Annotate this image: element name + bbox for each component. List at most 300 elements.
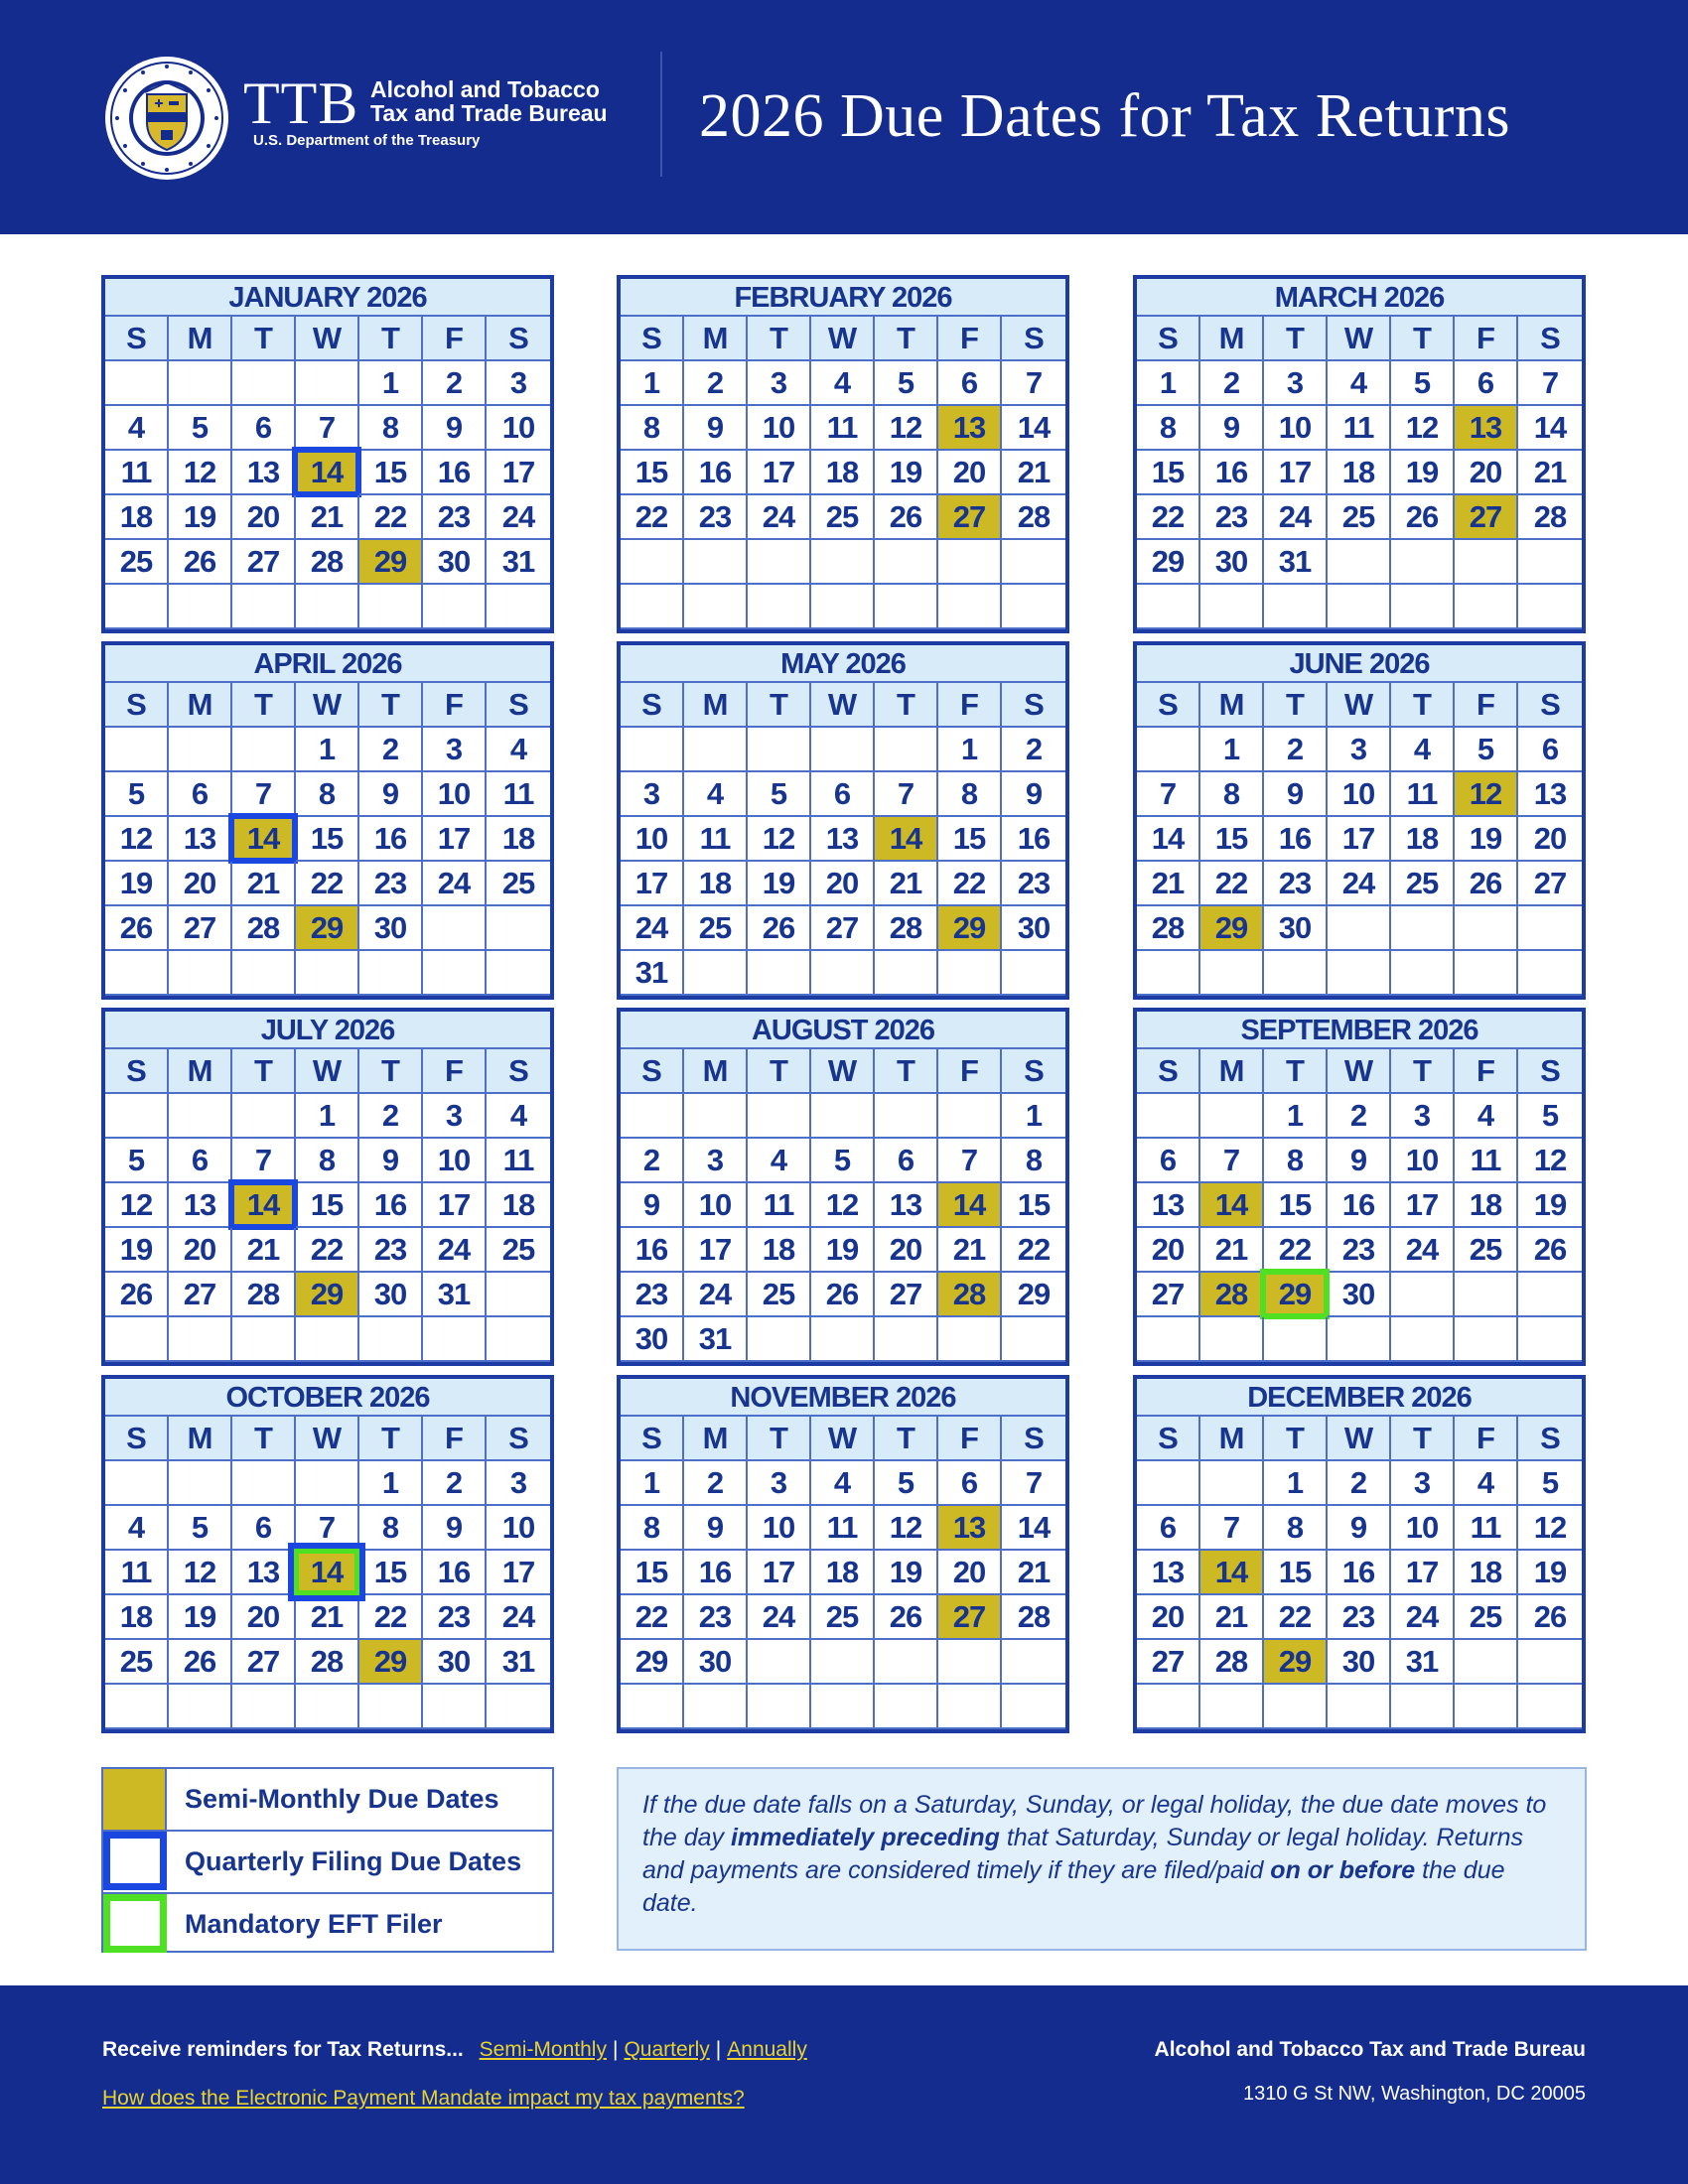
day-cell: 27 [875, 1273, 938, 1317]
day-cell: 23 [1328, 1595, 1391, 1640]
day-cell: 14 [938, 1183, 1002, 1228]
day-cell: 29 [938, 906, 1002, 951]
day-cell: 10 [748, 1506, 811, 1551]
day-cell: 22 [1264, 1228, 1328, 1273]
day-cell: 7 [1200, 1506, 1264, 1551]
weekday-header: T [748, 1049, 811, 1094]
day-cell: 22 [621, 1595, 684, 1640]
day-cell: 19 [105, 862, 169, 906]
day-cell: 24 [1391, 1595, 1455, 1640]
weekday-header: T [1391, 683, 1455, 728]
weekday-header: M [169, 1417, 232, 1461]
reminders-label: Receive reminders for Tax Returns... [102, 2038, 464, 2061]
weekday-header: T [1264, 317, 1328, 361]
empty-day-cell [748, 728, 811, 772]
day-cell: 22 [938, 862, 1002, 906]
day-cell: 16 [621, 1228, 684, 1273]
weekday-header: F [423, 683, 487, 728]
semi-monthly-swatch [103, 1769, 167, 1830]
day-cell: 14 [296, 451, 359, 495]
day-cell: 2 [1002, 728, 1065, 772]
weekday-header: W [1328, 1049, 1391, 1094]
month-calendar [1133, 1375, 1586, 1733]
day-cell: 10 [423, 772, 487, 817]
empty-day-cell [169, 361, 232, 406]
day-cell: 26 [1391, 495, 1455, 540]
empty-day-cell [487, 1317, 550, 1362]
day-cell: 14 [1518, 406, 1582, 451]
empty-day-cell [938, 1685, 1002, 1729]
day-cell: 3 [1264, 361, 1328, 406]
day-cell: 23 [1002, 862, 1065, 906]
empty-day-cell [748, 1317, 811, 1362]
legend-label-semi-monthly: Semi-Monthly Due Dates [185, 1784, 499, 1814]
day-cell: 21 [1137, 862, 1200, 906]
day-cell: 22 [296, 1228, 359, 1273]
day-cell: 8 [1200, 772, 1264, 817]
empty-day-cell [1391, 951, 1455, 996]
empty-day-cell [169, 1317, 232, 1362]
day-cell: 13 [938, 406, 1002, 451]
day-cell: 15 [296, 817, 359, 862]
empty-day-cell [487, 1685, 550, 1729]
day-cell: 9 [1328, 1139, 1391, 1183]
day-cell: 5 [1455, 728, 1518, 772]
empty-day-cell [1002, 585, 1065, 629]
empty-day-cell [487, 1273, 550, 1317]
day-cell: 4 [1455, 1461, 1518, 1506]
day-cell: 19 [875, 451, 938, 495]
weekday-header: F [423, 1417, 487, 1461]
legend [101, 1767, 554, 1953]
day-cell: 30 [359, 906, 423, 951]
month-title: AUGUST 2026 [621, 1012, 1065, 1049]
day-cell: 16 [684, 1551, 748, 1595]
day-cell: 18 [487, 817, 550, 862]
empty-day-cell [1455, 951, 1518, 996]
empty-day-cell [1391, 906, 1455, 951]
empty-day-cell [811, 951, 875, 996]
ttb-letters: TTB [243, 70, 359, 136]
legend-label-eft: Mandatory EFT Filer [185, 1909, 443, 1939]
day-cell: 21 [232, 862, 296, 906]
day-cell: 20 [938, 451, 1002, 495]
day-cell: 12 [875, 1506, 938, 1551]
day-cell: 4 [811, 361, 875, 406]
day-cell: 23 [684, 495, 748, 540]
day-cell: 29 [296, 906, 359, 951]
day-cell: 28 [1200, 1640, 1264, 1685]
day-cell: 12 [1518, 1506, 1582, 1551]
weekday-header: M [1200, 1049, 1264, 1094]
legend-row-semi-monthly [103, 1769, 552, 1830]
weekday-header: S [487, 1049, 550, 1094]
notice-text-2: that Saturday, Sunday or legal holiday. Returns and payments are considered timely if they are filed/paid [642, 1824, 1524, 1884]
day-cell: 5 [1518, 1461, 1582, 1506]
empty-day-cell [1200, 1685, 1264, 1729]
empty-day-cell [811, 1685, 875, 1729]
day-cell: 26 [1518, 1595, 1582, 1640]
day-cell: 6 [232, 1506, 296, 1551]
empty-day-cell [1518, 1685, 1582, 1729]
day-cell: 7 [296, 1506, 359, 1551]
empty-day-cell [1518, 951, 1582, 996]
day-cell: 29 [1200, 906, 1264, 951]
day-cell: 1 [359, 361, 423, 406]
day-cell: 2 [423, 1461, 487, 1506]
weekday-header: T [359, 1417, 423, 1461]
day-cell: 15 [938, 817, 1002, 862]
day-cell: 19 [169, 495, 232, 540]
weekday-header: M [684, 1417, 748, 1461]
weekday-header: S [487, 317, 550, 361]
month-calendar [101, 1008, 554, 1366]
day-cell: 6 [1137, 1506, 1200, 1551]
day-cell: 4 [487, 1094, 550, 1139]
empty-day-cell [232, 1461, 296, 1506]
day-cell: 24 [1328, 862, 1391, 906]
empty-day-cell [1137, 1461, 1200, 1506]
day-cell: 12 [105, 817, 169, 862]
empty-day-cell [169, 951, 232, 996]
day-cell: 7 [938, 1139, 1002, 1183]
weekday-header: F [1455, 1049, 1518, 1094]
day-cell: 18 [811, 451, 875, 495]
day-cell: 14 [1137, 817, 1200, 862]
eft-swatch [103, 1894, 167, 1953]
day-cell: 26 [748, 906, 811, 951]
quarterly-swatch [103, 1832, 167, 1890]
day-cell: 29 [1137, 540, 1200, 585]
empty-day-cell [1002, 951, 1065, 996]
day-cell: 9 [1002, 772, 1065, 817]
day-cell: 23 [359, 862, 423, 906]
legend-row-quarterly [103, 1830, 552, 1890]
day-cell: 18 [105, 495, 169, 540]
day-cell: 31 [423, 1273, 487, 1317]
weekday-header: T [1391, 1049, 1455, 1094]
empty-day-cell [1328, 1685, 1391, 1729]
empty-day-cell [1002, 1317, 1065, 1362]
day-cell: 24 [423, 1228, 487, 1273]
day-cell: 28 [232, 906, 296, 951]
day-cell: 1 [359, 1461, 423, 1506]
day-cell: 22 [296, 862, 359, 906]
day-cell: 15 [359, 451, 423, 495]
semi-monthly-link[interactable]: Semi-Monthly [479, 2038, 607, 2061]
weekday-header: S [1137, 1417, 1200, 1461]
weekday-header: T [748, 683, 811, 728]
day-cell: 23 [1328, 1228, 1391, 1273]
weekday-header: T [232, 683, 296, 728]
weekday-header: S [1137, 683, 1200, 728]
day-cell: 26 [875, 1595, 938, 1640]
day-cell: 15 [1264, 1183, 1328, 1228]
empty-day-cell [487, 585, 550, 629]
weekday-header: W [1328, 1417, 1391, 1461]
day-cell: 9 [1264, 772, 1328, 817]
day-cell: 13 [169, 817, 232, 862]
day-cell: 8 [359, 1506, 423, 1551]
day-cell: 11 [105, 451, 169, 495]
day-cell: 10 [487, 406, 550, 451]
empty-day-cell [1264, 585, 1328, 629]
footer-address: 1310 G St NW, Washington, DC 20005 [1243, 2083, 1586, 2105]
day-cell: 12 [1518, 1139, 1582, 1183]
day-cell: 24 [1391, 1228, 1455, 1273]
day-cell: 14 [1002, 1506, 1065, 1551]
day-cell: 28 [938, 1273, 1002, 1317]
weekday-header: M [684, 683, 748, 728]
empty-day-cell [811, 540, 875, 585]
empty-day-cell [1002, 1640, 1065, 1685]
day-cell: 4 [105, 406, 169, 451]
day-cell: 13 [169, 1183, 232, 1228]
month-calendar [1133, 641, 1586, 1000]
day-cell: 6 [938, 361, 1002, 406]
weekday-header: M [1200, 1417, 1264, 1461]
empty-day-cell [684, 1685, 748, 1729]
day-cell: 21 [296, 495, 359, 540]
day-cell: 11 [811, 1506, 875, 1551]
annually-link[interactable]: Annually [727, 2038, 807, 2061]
day-cell: 26 [811, 1273, 875, 1317]
day-cell: 25 [1328, 495, 1391, 540]
empty-day-cell [875, 728, 938, 772]
weekday-header: S [487, 683, 550, 728]
month-title: JANUARY 2026 [105, 279, 550, 317]
day-cell: 17 [423, 817, 487, 862]
day-cell: 11 [105, 1551, 169, 1595]
day-cell: 7 [1002, 361, 1065, 406]
weekday-header: W [1328, 317, 1391, 361]
weekday-header: T [748, 1417, 811, 1461]
month-day-grid [1137, 317, 1582, 629]
day-cell: 31 [487, 540, 550, 585]
empty-day-cell [1391, 540, 1455, 585]
month-title: MARCH 2026 [1137, 279, 1582, 317]
day-cell: 20 [1137, 1595, 1200, 1640]
empty-day-cell [1264, 1685, 1328, 1729]
notice-emphasis-1: immediately preceding [730, 1824, 1000, 1851]
day-cell: 11 [487, 1139, 550, 1183]
empty-day-cell [359, 1317, 423, 1362]
treasury-seal-icon [103, 55, 230, 182]
empty-day-cell [621, 728, 684, 772]
weekday-header: F [1455, 317, 1518, 361]
day-cell: 9 [1200, 406, 1264, 451]
empty-day-cell [169, 728, 232, 772]
day-cell: 14 [1002, 406, 1065, 451]
day-cell: 20 [938, 1551, 1002, 1595]
day-cell: 10 [621, 817, 684, 862]
empty-day-cell [169, 1461, 232, 1506]
weekday-header: F [938, 1417, 1002, 1461]
weekday-header: W [811, 1417, 875, 1461]
day-cell: 21 [875, 862, 938, 906]
month-title: JUNE 2026 [1137, 645, 1582, 683]
day-cell: 18 [105, 1595, 169, 1640]
weekday-header: T [748, 317, 811, 361]
day-cell: 25 [105, 1640, 169, 1685]
empty-day-cell [938, 951, 1002, 996]
day-cell: 2 [423, 361, 487, 406]
empty-day-cell [938, 1094, 1002, 1139]
day-cell: 24 [748, 495, 811, 540]
day-cell: 7 [1200, 1139, 1264, 1183]
day-cell: 5 [875, 1461, 938, 1506]
weekday-header: F [938, 683, 1002, 728]
month-day-grid [621, 1417, 1065, 1729]
weekday-header: S [1002, 1417, 1065, 1461]
empty-day-cell [296, 1317, 359, 1362]
day-cell: 19 [748, 862, 811, 906]
day-cell: 6 [232, 406, 296, 451]
month-calendar [101, 1375, 554, 1733]
day-cell: 19 [1455, 817, 1518, 862]
day-cell: 23 [621, 1273, 684, 1317]
empty-day-cell [1455, 906, 1518, 951]
month-title: MAY 2026 [621, 645, 1065, 683]
weekday-header: F [938, 1049, 1002, 1094]
empty-day-cell [684, 728, 748, 772]
empty-day-cell [1002, 540, 1065, 585]
weekday-header: W [811, 1049, 875, 1094]
day-cell: 20 [1455, 451, 1518, 495]
day-cell: 25 [811, 1595, 875, 1640]
day-cell: 8 [1264, 1506, 1328, 1551]
empty-day-cell [1518, 585, 1582, 629]
payment-mandate-link[interactable]: How does the Electronic Payment Mandate impact my tax payments? [102, 2087, 745, 2110]
agency-logo [243, 71, 660, 171]
day-cell: 27 [232, 540, 296, 585]
month-title: JULY 2026 [105, 1012, 550, 1049]
day-cell: 29 [296, 1273, 359, 1317]
day-cell: 2 [621, 1139, 684, 1183]
weekday-header: S [621, 317, 684, 361]
day-cell: 23 [423, 1595, 487, 1640]
empty-day-cell [1518, 1640, 1582, 1685]
empty-day-cell [1391, 1273, 1455, 1317]
day-cell: 30 [1264, 906, 1328, 951]
day-cell: 11 [487, 772, 550, 817]
weekday-header: M [684, 1049, 748, 1094]
empty-day-cell [811, 1094, 875, 1139]
day-cell: 6 [875, 1139, 938, 1183]
day-cell: 5 [105, 772, 169, 817]
empty-day-cell [875, 540, 938, 585]
empty-day-cell [1391, 1685, 1455, 1729]
day-cell: 30 [423, 1640, 487, 1685]
weekday-header: W [296, 317, 359, 361]
weekday-header: M [169, 317, 232, 361]
day-cell: 24 [423, 862, 487, 906]
day-cell: 16 [1002, 817, 1065, 862]
day-cell: 1 [621, 1461, 684, 1506]
day-cell: 23 [1200, 495, 1264, 540]
day-cell: 28 [232, 1273, 296, 1317]
day-cell: 24 [684, 1273, 748, 1317]
day-cell: 30 [359, 1273, 423, 1317]
day-cell: 29 [359, 1640, 423, 1685]
month-day-grid [1137, 1417, 1582, 1729]
day-cell: 17 [748, 1551, 811, 1595]
empty-day-cell [232, 951, 296, 996]
day-cell: 10 [423, 1139, 487, 1183]
weekday-header: S [487, 1417, 550, 1461]
month-day-grid [105, 1417, 550, 1729]
weekday-header: W [811, 317, 875, 361]
day-cell: 7 [1137, 772, 1200, 817]
empty-day-cell [684, 1094, 748, 1139]
month-title: FEBRUARY 2026 [621, 279, 1065, 317]
day-cell: 21 [938, 1228, 1002, 1273]
day-cell: 30 [684, 1640, 748, 1685]
weekday-header: S [621, 683, 684, 728]
empty-day-cell [875, 1094, 938, 1139]
day-cell: 25 [684, 906, 748, 951]
reminders-line [102, 2037, 807, 2063]
day-cell: 15 [359, 1551, 423, 1595]
empty-day-cell [1455, 540, 1518, 585]
empty-day-cell [1518, 1317, 1582, 1362]
day-cell: 29 [1002, 1273, 1065, 1317]
month-title: APRIL 2026 [105, 645, 550, 683]
weekday-header: F [423, 1049, 487, 1094]
weekday-header: T [1264, 683, 1328, 728]
weekday-header: S [1002, 1049, 1065, 1094]
empty-day-cell [1137, 728, 1200, 772]
empty-day-cell [1200, 1461, 1264, 1506]
day-cell: 27 [1137, 1640, 1200, 1685]
empty-day-cell [1328, 906, 1391, 951]
day-cell: 19 [875, 1551, 938, 1595]
quarterly-link[interactable]: Quarterly [624, 2038, 710, 2061]
day-cell: 25 [105, 540, 169, 585]
day-cell: 4 [1455, 1094, 1518, 1139]
day-cell: 11 [1455, 1506, 1518, 1551]
day-cell: 30 [423, 540, 487, 585]
day-cell: 19 [105, 1228, 169, 1273]
day-cell: 13 [938, 1506, 1002, 1551]
empty-day-cell [232, 1685, 296, 1729]
month-day-grid [1137, 683, 1582, 996]
day-cell: 13 [232, 1551, 296, 1595]
day-cell: 22 [1200, 862, 1264, 906]
empty-day-cell [1455, 585, 1518, 629]
day-cell: 3 [684, 1139, 748, 1183]
weekday-header: S [1137, 1049, 1200, 1094]
month-day-grid [105, 1049, 550, 1362]
day-cell: 13 [232, 451, 296, 495]
empty-day-cell [296, 585, 359, 629]
empty-day-cell [748, 540, 811, 585]
day-cell: 14 [875, 817, 938, 862]
day-cell: 7 [296, 406, 359, 451]
day-cell: 5 [169, 406, 232, 451]
weekday-header: S [1518, 1049, 1582, 1094]
empty-day-cell [105, 1317, 169, 1362]
empty-day-cell [232, 728, 296, 772]
empty-day-cell [1002, 1685, 1065, 1729]
day-cell: 10 [1328, 772, 1391, 817]
empty-day-cell [684, 540, 748, 585]
day-cell: 24 [487, 1595, 550, 1640]
day-cell: 15 [296, 1183, 359, 1228]
day-cell: 15 [1264, 1551, 1328, 1595]
day-cell: 25 [1391, 862, 1455, 906]
empty-day-cell [1391, 1317, 1455, 1362]
